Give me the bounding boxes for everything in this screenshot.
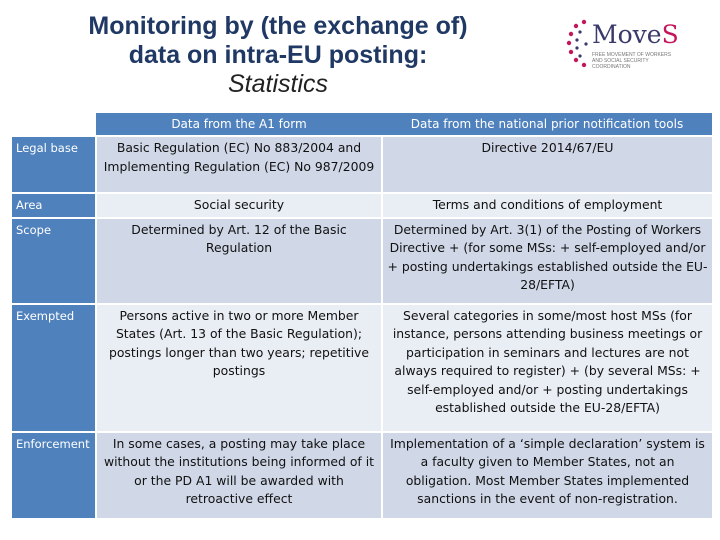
cell-a1: Determined by Art. 12 of the Basic Regulation: [96, 218, 382, 304]
table-header-row: [12, 113, 712, 136]
logo-tagline: FREE MOVEMENT OF WORKERS AND SOCIAL SECURITY COORDINATION: [592, 52, 672, 70]
row-label: Scope: [12, 218, 96, 304]
title-line-2: data on intra-EU posting:: [128, 41, 428, 69]
header-corner: [12, 113, 96, 136]
table-row: [12, 304, 712, 432]
cell-national: Implementation of a ‘simple declaration’ system is a faculty given to Member States, not an obligation. Most Member States implemented sanctions in the event of non-registration.: [382, 432, 712, 518]
comparison-table: [12, 113, 712, 518]
row-label: Exempted: [12, 304, 96, 432]
title-line-1: Monitoring by (the exchange of): [88, 12, 468, 40]
cell-a1: Basic Regulation (EC) No 883/2004 and Implementing Regulation (EC) No 987/2009: [96, 136, 382, 193]
cell-national: Several categories in some/most host MSs (for instance, persons attending business meetings or participation in seminars and lectures are not always required to register) + (by several MSs: + self-employed and/or + posting undertakings established outside the EU-28/EFTA): [382, 304, 712, 432]
moves-logo: [564, 14, 694, 74]
cell-a1: Social security: [96, 193, 382, 218]
cell-national: Directive 2014/67/EU: [382, 136, 712, 193]
row-label: Legal base: [12, 136, 96, 193]
header-national: Data from the national prior notification tools: [382, 113, 712, 136]
cell-a1: In some cases, a posting may take place without the institutions being informed of it or the PD A1 will be awarded with retroactive effect: [96, 432, 382, 518]
table-row: [12, 218, 712, 304]
header-a1: Data from the A1 form: [96, 113, 382, 136]
table-row: [12, 432, 712, 518]
cell-national: Terms and conditions of employment: [382, 193, 712, 218]
cell-national: Determined by Art. 3(1) of the Posting of Workers Directive + (for some MSs: + self-employed and/or + posting undertakings established outside the EU-28/EFTA): [382, 218, 712, 304]
cell-a1: Persons active in two or more Member States (Art. 13 of the Basic Regulation); postings longer than two years; repetitive postings: [96, 304, 382, 432]
table-row: [12, 136, 712, 193]
row-label: Enforcement: [12, 432, 96, 518]
page-title: [18, 12, 538, 99]
row-label: Area: [12, 193, 96, 218]
logo-wordmark: MoveS: [592, 20, 679, 49]
table-row: [12, 193, 712, 218]
title-subtitle: Statistics: [227, 70, 329, 98]
